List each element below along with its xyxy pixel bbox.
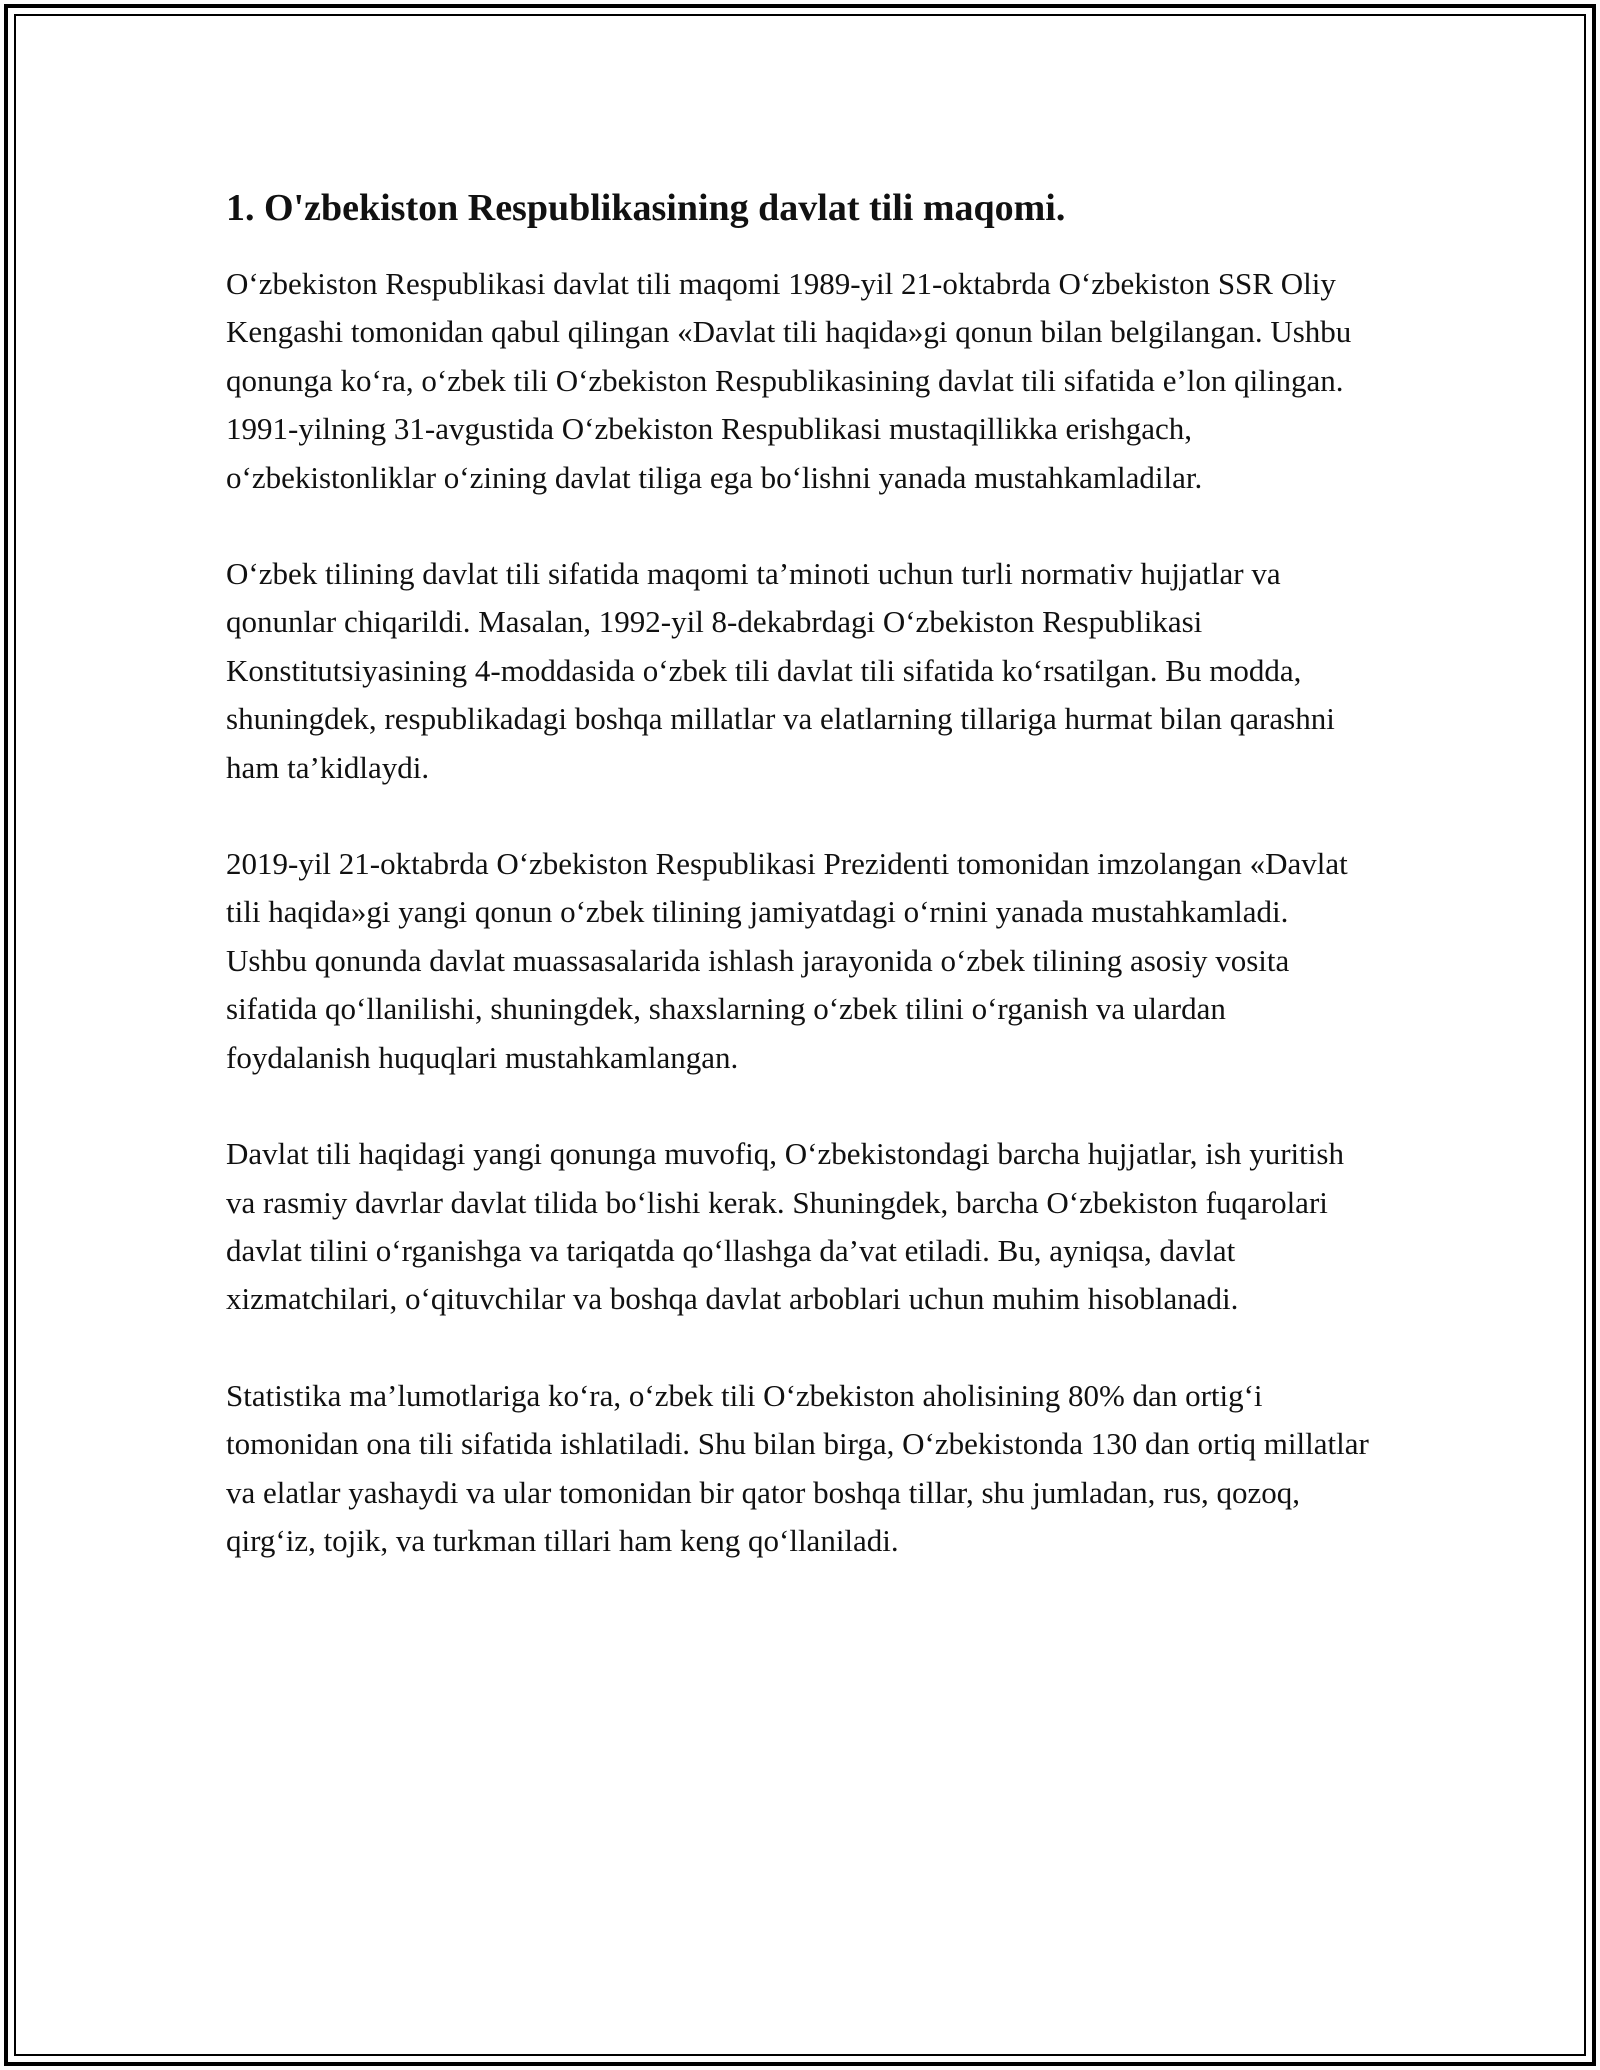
document-title: 1. O'zbekiston Respublikasining davlat tili maqomi. — [226, 187, 1066, 229]
paragraph-2: O‘zbek tilining davlat tili sifatida maqomi ta’minoti uchun turli normativ hujjatlar va qonunlar chiqarildi. Masalan, 1992-yil 8-dekabrdagi O‘zbekiston Respublikasi Konstitutsiyasining 4-moddasida o‘zbek tili davlat tili sifatida ko‘rsatilgan. Bu modda, shuningdek, respublikadagi boshqa millatlar va elatlarning tillariga hurmat bilan qarashni ham ta’kidlaydi. — [226, 556, 1335, 785]
paragraph-3: 2019-yil 21-oktabrda O‘zbekiston Respublikasi Prezidenti tomonidan imzolangan «Davlat tili haqida»gi yangi qonun o‘zbek tilining jamiyatdagi o‘rnini yanada mustahkamladi. Ushbu qonunda davlat muassasalarida ishlash jarayonida o‘zbek tilining asosiy vosita sifatida qo‘llanilishi, shuningdek, shaxslarning o‘zbek tilini o‘rganish va ulardan foydalanish huquqlari mustahkamlangan. — [226, 846, 1348, 1075]
document-body — [226, 184, 1376, 1613]
paragraph-4: Davlat tili haqidagi yangi qonunga muvofiq, O‘zbekistondagi barcha hujjatlar, ish yuritish va rasmiy davrlar davlat tilida bo‘lishi kerak. Shuningdek, barcha O‘zbekiston fuqarolari davlat tilini o‘rganishga va tariqatda qo‘llashga da’vat etiladi. Bu, ayniqsa, davlat xizmatchilari, o‘qituvchilar va boshqa davlat arboblari uchun muhim hisoblanadi. — [226, 1136, 1344, 1317]
paragraph-1: O‘zbekiston Respublikasi davlat tili maqomi 1989-yil 21-oktabrda O‘zbekiston SSR Oliy Kengashi tomonidan qabul qilingan «Davlat tili haqida»gi qonun bilan belgilangan. Ushbu qonunga ko‘ra, o‘zbek tili O‘zbekiston Respublikasining davlat tili sifatida e’lon qilingan. 1991-yilning 31-avgustida O‘zbekiston Respublikasi mustaqillikka erishgach, o‘zbekistonliklar o‘zining davlat tiliga ega bo‘lishni yanada mustahkamladilar. — [226, 266, 1352, 495]
paragraph-5: Statistika ma’lumotlariga ko‘ra, o‘zbek tili O‘zbekiston aholisining 80% dan ortig‘i tomonidan ona tili sifatida ishlatiladi. Shu bilan birga, O‘zbekistonda 130 dan ortiq millatlar va elatlar yashaydi va ular tomonidan bir qator boshqa tillar, shu jumladan, rus, qozoq, qirg‘iz, tojik, va turkman tillari ham keng qo‘llaniladi. — [226, 1377, 1369, 1558]
